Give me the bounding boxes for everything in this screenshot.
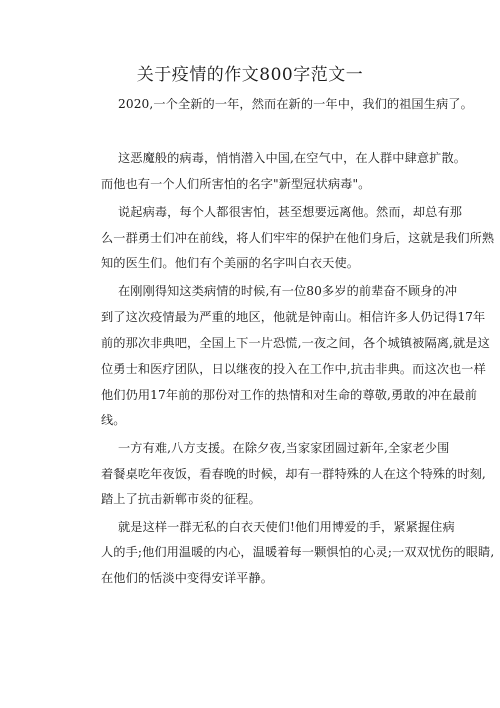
paragraph-line: 位勇士和医疗团队，日以继夜的投入在工作中,抗击非典。而这次也一样 — [101, 362, 486, 376]
paragraph-line: 在刚刚得知这类病情的时候,有一位80多岁的前辈奋不顾身的冲 — [118, 284, 458, 298]
paragraph-line: 就是这样一群无私的白衣天使们!他们用博爱的手，紧紧握住病 — [118, 520, 455, 534]
paragraph-line: 一方有难,八方支援。在除夕夜,当家家团圆过新年,全家老少围 — [118, 441, 450, 455]
paragraph-line: 这恶魔般的病毒，悄悄潜入中国,在空气中，在人群中肆意扩散。 — [118, 151, 467, 165]
paragraph-line: 着餐桌吃年夜饭，看春晚的时候，却有一群特殊的人在这个特殊的时刻, — [101, 467, 486, 481]
paragraph-line: 人的手;他们用温暖的内心，温暖着每一颗惧怕的心灵;一双双忧伤的眼睛, — [101, 545, 495, 559]
document-title: 关于疫情的作文800字范文一 — [136, 65, 364, 85]
paragraph-line: 他们仍用17年前的那份对工作的热情和对生命的尊敬,勇敢的冲在最前 — [101, 388, 478, 402]
paragraph-line: 知的医生们。他们有个美丽的名字叫白衣天使。 — [101, 256, 360, 270]
paragraph-line: 踏上了抗击新郸市炎的征程。 — [101, 492, 261, 506]
paragraph-line: 说起病毒，每个人都很害怕，甚至想要远离他。然而，却总有那 — [118, 205, 463, 219]
paragraph-line: 在他们的恬淡中变得安详平静。 — [101, 571, 274, 585]
paragraph-line: 线。 — [101, 413, 126, 427]
paragraph-line: 2020,一个全新的一年，然而在新的一年中，我们的祖国生病了。 — [118, 97, 473, 111]
paragraph-line: 么一群勇士们冲在前线，将人们牢牢的保护在他们身后，这就是我们所熟 — [101, 231, 495, 245]
paragraph-line: 前的那次非典吧，全国上下一片恐慌,一夜之间，各个城镇被隔离,就是这 — [101, 336, 490, 350]
paragraph-line: 到了这次疫情最为严重的地区，他就是钟南山。相信许多人仍记得17年 — [101, 310, 486, 324]
paragraph-line: 而他也有一个人们所害怕的名字"新型冠状病毒"。 — [101, 177, 371, 191]
